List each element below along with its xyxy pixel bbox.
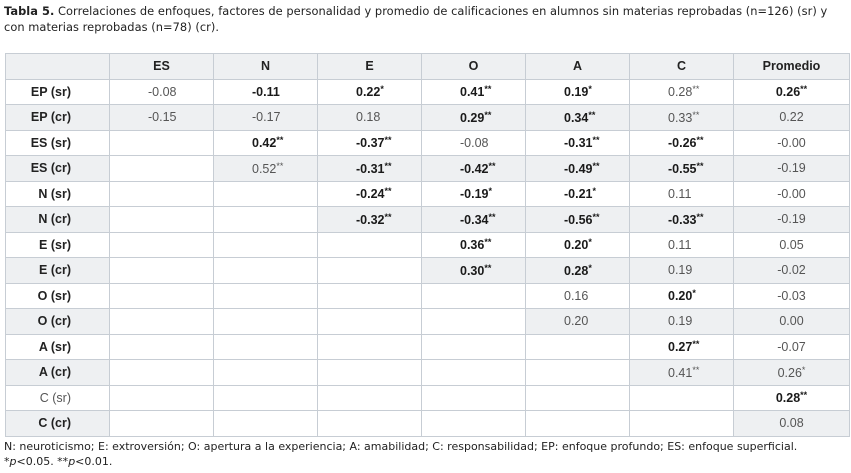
significance-marker: * [588, 237, 592, 248]
empty-cell [630, 411, 734, 437]
empty-cell [214, 283, 318, 309]
correlation-cell: 0.30** [422, 258, 526, 284]
empty-cell [422, 411, 526, 437]
correlation-cell: -0.07 [734, 334, 850, 360]
correlation-cell: -0.19 [734, 156, 850, 182]
correlation-cell: -0.42** [422, 156, 526, 182]
correlation-cell: 0.20 [526, 309, 630, 335]
significance-marker: ** [592, 211, 600, 222]
correlation-cell: -0.32** [318, 207, 422, 233]
table-row [6, 258, 850, 284]
empty-cell [318, 411, 422, 437]
correlation-cell: 0.22* [318, 79, 422, 105]
empty-cell [214, 309, 318, 335]
empty-cell [318, 309, 422, 335]
significance-marker: ** [488, 211, 496, 222]
empty-cell [214, 385, 318, 411]
empty-cell [422, 283, 526, 309]
significance-marker: ** [484, 84, 492, 95]
correlation-cell: 0.41** [422, 79, 526, 105]
significance-note: *p<0.05. **p<0.01. [4, 455, 113, 468]
significance-marker: ** [692, 364, 700, 375]
correlation-table [5, 53, 850, 437]
significance-marker: ** [696, 135, 704, 146]
correlation-cell: 0.29** [422, 105, 526, 131]
correlation-cell: -0.03 [734, 283, 850, 309]
correlation-cell: -0.21* [526, 181, 630, 207]
correlation-cell: 0.18 [318, 105, 422, 131]
correlation-cell: -0.26** [630, 130, 734, 156]
correlation-cell: 0.00 [734, 309, 850, 335]
table-row [6, 181, 850, 207]
empty-cell [110, 258, 214, 284]
correlation-cell: -0.08 [422, 130, 526, 156]
significance-marker: ** [484, 262, 492, 273]
header-cell-corner [6, 54, 110, 80]
correlation-cell: -0.19 [734, 207, 850, 233]
header-cell-a: A [526, 54, 630, 80]
correlation-cell: 0.27** [630, 334, 734, 360]
row-label: C (sr) [6, 385, 110, 411]
empty-cell [110, 411, 214, 437]
empty-cell [110, 181, 214, 207]
correlation-cell: -0.15 [110, 105, 214, 131]
significance-marker: ** [588, 109, 596, 120]
caption-label: Tabla 5. [4, 4, 55, 18]
row-label: C (cr) [6, 411, 110, 437]
significance-marker: ** [276, 135, 284, 146]
correlation-cell: -0.31** [526, 130, 630, 156]
significance-marker: ** [384, 160, 392, 171]
empty-cell [318, 283, 422, 309]
empty-cell [214, 360, 318, 386]
significance-marker: ** [484, 109, 492, 120]
correlation-cell: 0.52** [214, 156, 318, 182]
correlation-cell: -0.31** [318, 156, 422, 182]
correlation-cell: 0.26** [734, 79, 850, 105]
correlation-cell: 0.36** [422, 232, 526, 258]
significance-marker: ** [800, 84, 808, 95]
empty-cell [422, 334, 526, 360]
correlation-cell: 0.19 [630, 258, 734, 284]
row-label: A (sr) [6, 334, 110, 360]
row-label: A (cr) [6, 360, 110, 386]
correlation-cell: 0.33** [630, 105, 734, 131]
significance-marker: ** [488, 160, 496, 171]
significance-marker: * [588, 262, 592, 273]
significance-marker: ** [692, 339, 700, 350]
significance-marker: * [380, 84, 384, 95]
row-label: ES (cr) [6, 156, 110, 182]
empty-cell [526, 334, 630, 360]
empty-cell [110, 385, 214, 411]
correlation-cell: -0.11 [214, 79, 318, 105]
row-label: EP (sr) [6, 79, 110, 105]
empty-cell [526, 411, 630, 437]
empty-cell [214, 232, 318, 258]
empty-cell [318, 360, 422, 386]
correlation-cell: -0.08 [110, 79, 214, 105]
header-cell-promedio: Promedio [734, 54, 850, 80]
correlation-cell: 0.20* [526, 232, 630, 258]
empty-cell [214, 334, 318, 360]
correlation-cell: 0.20* [630, 283, 734, 309]
table-caption [4, 3, 849, 35]
correlation-cell: 0.08 [734, 411, 850, 437]
header-cell-es: ES [110, 54, 214, 80]
empty-cell [214, 411, 318, 437]
correlation-cell: 0.41** [630, 360, 734, 386]
empty-cell [110, 156, 214, 182]
empty-cell [526, 385, 630, 411]
correlation-cell: -0.55** [630, 156, 734, 182]
caption-text: Correlaciones de enfoques, factores de personalidad y promedio de calificaciones en alumnos sin materias reprobadas (n=126) (sr) y con materias reprobadas (n=78) (cr). [4, 4, 828, 34]
table-row [6, 385, 850, 411]
header-row [6, 54, 850, 80]
significance-marker: * [592, 186, 597, 197]
empty-cell [422, 309, 526, 335]
table-row [6, 360, 850, 386]
significance-marker: ** [384, 211, 392, 222]
header-cell-o: O [422, 54, 526, 80]
correlation-cell: -0.56** [526, 207, 630, 233]
abbreviations-note: N: neuroticismo; E: extroversión; O: apertura a la experiencia; A: amabilidad; C: responsabilidad; EP: enfoque profundo; ES: enfoque superficial. [4, 440, 798, 453]
table-row [6, 334, 850, 360]
row-label: O (sr) [6, 283, 110, 309]
table-row [6, 207, 850, 233]
empty-cell [318, 334, 422, 360]
significance-marker: ** [696, 160, 704, 171]
table-row [6, 105, 850, 131]
significance-marker: ** [592, 135, 600, 146]
significance-marker: * [692, 288, 696, 299]
empty-cell [422, 385, 526, 411]
correlation-cell: 0.19* [526, 79, 630, 105]
correlation-cell: -0.02 [734, 258, 850, 284]
correlation-cell: -0.34** [422, 207, 526, 233]
row-label: N (sr) [6, 181, 110, 207]
correlation-cell: -0.49** [526, 156, 630, 182]
row-label: EP (cr) [6, 105, 110, 131]
table-row [6, 130, 850, 156]
table-row [6, 79, 850, 105]
correlation-cell: 0.22 [734, 105, 850, 131]
correlation-cell: -0.24** [318, 181, 422, 207]
significance-marker: ** [384, 186, 392, 197]
significance-marker: ** [692, 109, 700, 120]
empty-cell [110, 309, 214, 335]
correlation-cell: 0.34** [526, 105, 630, 131]
correlation-cell: 0.28* [526, 258, 630, 284]
correlation-cell: 0.16 [526, 283, 630, 309]
correlation-cell: 0.11 [630, 232, 734, 258]
empty-cell [318, 258, 422, 284]
correlation-cell: -0.00 [734, 130, 850, 156]
empty-cell [214, 258, 318, 284]
significance-marker: ** [276, 160, 284, 171]
correlation-cell: 0.28** [630, 79, 734, 105]
empty-cell [110, 232, 214, 258]
correlation-cell: -0.17 [214, 105, 318, 131]
empty-cell [630, 385, 734, 411]
empty-cell [110, 334, 214, 360]
correlation-cell: 0.11 [630, 181, 734, 207]
significance-marker: ** [696, 211, 704, 222]
correlation-cell: 0.26* [734, 360, 850, 386]
empty-cell [110, 130, 214, 156]
header-cell-e: E [318, 54, 422, 80]
significance-marker: ** [692, 84, 700, 95]
empty-cell [318, 385, 422, 411]
significance-marker: ** [592, 160, 600, 171]
significance-marker: ** [384, 135, 392, 146]
row-label: ES (sr) [6, 130, 110, 156]
correlation-cell: 0.19 [630, 309, 734, 335]
table-row [6, 232, 850, 258]
significance-marker: ** [484, 237, 492, 248]
table-row [6, 156, 850, 182]
correlation-cell: 0.05 [734, 232, 850, 258]
row-label: N (cr) [6, 207, 110, 233]
table-row [6, 283, 850, 309]
significance-marker: * [801, 364, 806, 375]
empty-cell [214, 207, 318, 233]
row-label: O (cr) [6, 309, 110, 335]
header-cell-n: N [214, 54, 318, 80]
correlation-cell: -0.37** [318, 130, 422, 156]
empty-cell [214, 181, 318, 207]
row-label: E (sr) [6, 232, 110, 258]
correlation-cell: 0.42** [214, 130, 318, 156]
empty-cell [526, 360, 630, 386]
empty-cell [110, 207, 214, 233]
table-row [6, 411, 850, 437]
empty-cell [110, 283, 214, 309]
significance-marker: ** [800, 390, 808, 401]
row-label: E (cr) [6, 258, 110, 284]
correlation-cell: -0.00 [734, 181, 850, 207]
correlation-cell: -0.19* [422, 181, 526, 207]
correlation-cell: -0.33** [630, 207, 734, 233]
significance-marker: * [588, 84, 592, 95]
table-body [6, 79, 850, 436]
header-cell-c: C [630, 54, 734, 80]
empty-cell [110, 360, 214, 386]
correlation-cell: 0.28** [734, 385, 850, 411]
empty-cell [422, 360, 526, 386]
table-row [6, 309, 850, 335]
empty-cell [318, 232, 422, 258]
significance-marker: * [488, 186, 493, 197]
